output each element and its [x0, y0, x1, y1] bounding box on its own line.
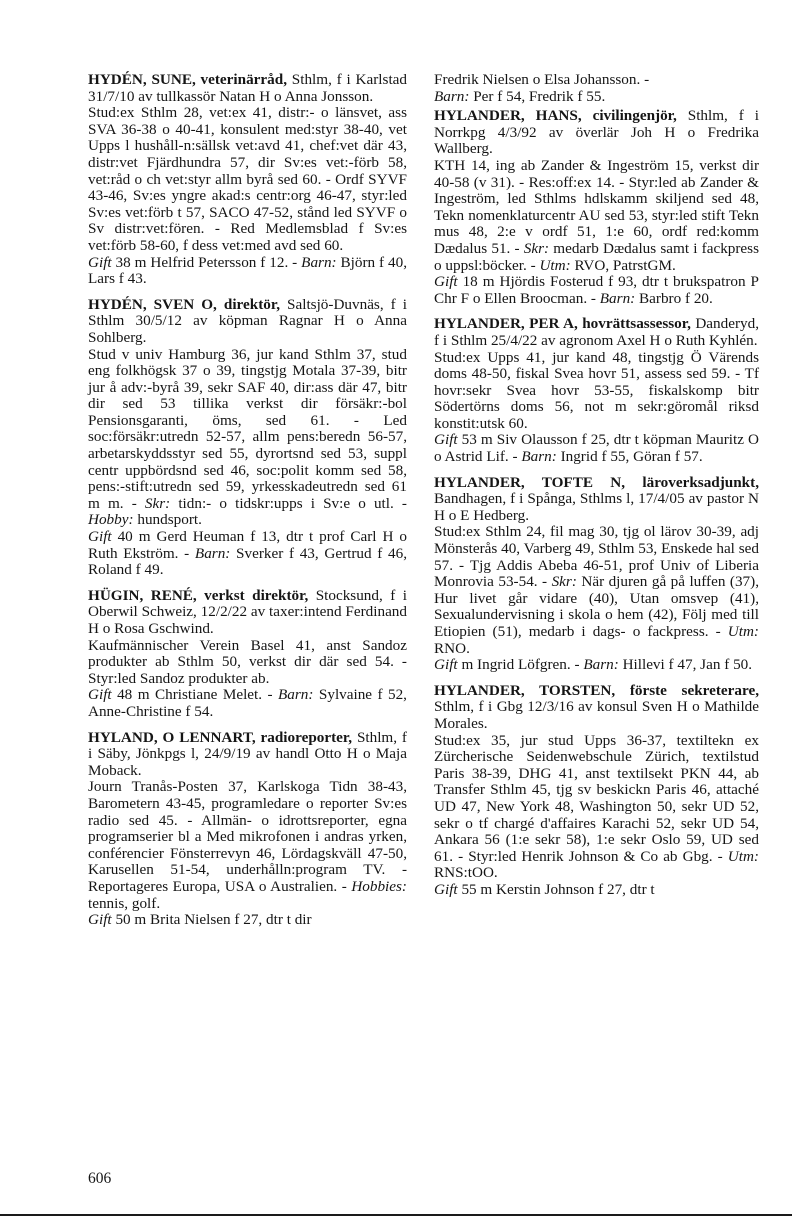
- gift-text: 40 m Gerd Heuman f 13, dtr t prof Carl H o Ruth Ekström. -: [88, 528, 407, 562]
- barn-text: Björn f 40, Lars f 43.: [88, 253, 408, 288]
- utm-text: RVO, PatrstGM.: [570, 256, 676, 274]
- utm-text: RNS:tOO.: [434, 864, 498, 882]
- skr-text: tidn:- o tidskr:upps i Sv:e o utl. -: [170, 494, 407, 512]
- gift-text: 55 m Kerstin Johnson f 27, dtr t: [457, 880, 655, 898]
- gift-label: Gift: [434, 656, 458, 674]
- entry-body: Stud:ex 35, jur stud Upps 36-37, textiltekn ex Zürcherische Seidenwebschule Zürich, textilstud Paris 38-39, DHG 41, anst textilsekt PKN 44, ab Transfer Sthlm 45, tjg sv beskickn Paris 46, attaché UD 47, New York 48, Washington 50, sekr UD 52, sekr o tf chargé d'affaires Karachi 52, sekr UD 54, Ankara 56 (1:e sekr 58), 1:e sekr Oslo 59, UD sed 61. - Styr:led Henrik Johnson & Co ab Gbg. -: [434, 731, 759, 865]
- hobbies-text: tennis, golf.: [88, 894, 161, 912]
- gift-label: Gift: [88, 528, 112, 546]
- entry-intro: Bandhagen, f i Spånga, Sthlms l, 17/4/05 av pastor N H o E Hedberg.: [434, 490, 759, 524]
- gift-text: 18 m Hjördis Fosterud f 93, dtr t brukspatron P Chr F o Ellen Broocman. -: [434, 273, 759, 307]
- barn-text: Sylvaine f 52, Anne-Christine f 54.: [88, 686, 407, 720]
- gift-text: 53 m Siv Olausson f 25, dtr t köpman Mauritz O o Astrid Lif. -: [434, 431, 759, 466]
- entry-continuation: [434, 72, 759, 105]
- entry-body: Stud:ex Upps 41, jur kand 48, tingstjg Ö Värends doms 48-50, fiskal Svea hovr 51, assess sed 59. - Tf hovr:sekr Svea hovr 53-55, fiskalskomp bitr Södertörns doms 56, not m sekr:göromål riksd konstit:utsk 60.: [434, 348, 759, 432]
- skr-label: Skr:: [144, 494, 171, 512]
- entry-heading: HYLANDER, TOFTE N, läroverksadjunkt,: [434, 473, 759, 491]
- barn-label: Barn:: [194, 544, 231, 562]
- gift-label: Gift: [434, 880, 458, 898]
- entry-body: Kaufmännischer Verein Basel 41, anst Sandoz produkter ab Sthlm 50, verkst dir där sed 54. - Styr:led Sandoz produkter ab.: [88, 636, 407, 687]
- entry-heading: HYLANDER, TORSTEN, förste sekreterare,: [434, 681, 759, 699]
- continued-text: Fredrik Nielsen o Elsa Johansson. -: [434, 71, 650, 88]
- entry-heading: HÜGIN, RENÉ, verkst direktör,: [88, 586, 309, 604]
- entry-intro: Danderyd, f i Sthlm 25/4/22 av agronom Axel H o Ruth Kyhlén.: [434, 315, 759, 349]
- skr-label: Skr:: [551, 573, 577, 591]
- right-column: [434, 72, 759, 902]
- barn-label: Barn:: [434, 87, 470, 105]
- page-number: 606: [88, 1170, 112, 1187]
- hobby-label: Hobby:: [88, 511, 134, 529]
- left-column: [88, 72, 407, 932]
- utm-text: RNO.: [434, 639, 470, 657]
- entry-intro: Stocksund, f i Oberwil Schweiz, 12/2/22 av taxer:intend Ferdinand H o Rosa Gschwind.: [88, 586, 407, 637]
- entry-hyden-sven: [88, 297, 407, 579]
- gift-text: 48 m Christiane Melet. -: [111, 686, 279, 704]
- entry-intro: Sthlm, f i Norrkpg 4/3/92 av överlär Joh H o Fredrika Wallberg.: [434, 107, 759, 158]
- barn-label: Barn:: [599, 289, 636, 307]
- entry-hyland-lennart: [88, 730, 407, 929]
- barn-text: Hillevi f 47, Jan f 50.: [618, 656, 753, 674]
- hobby-text: hundsport.: [133, 511, 202, 529]
- entry-intro: Sthlm, f i Säby, Jönkpgs l, 24/9/19 av handl Otto H o Maja Moback.: [88, 728, 407, 779]
- gift-label: Gift: [88, 911, 112, 929]
- gift-text: 38 m Helfrid Petersson f 12. -: [111, 253, 302, 271]
- barn-text: Per f 54, Fredrik f 55.: [469, 87, 606, 105]
- hobbies-label: Hobbies:: [351, 877, 407, 895]
- entry-intro: Saltsjö-Duvnäs, f i Sthlm 30/5/12 av köpman Ragnar H o Anna Sohlberg.: [88, 295, 407, 346]
- entry-heading: HYLANDER, PER A, hovrättsassessor,: [434, 315, 691, 333]
- gift-label: Gift: [88, 253, 112, 271]
- bottom-rule: [0, 1214, 792, 1216]
- barn-text: Ingrid f 55, Göran f 57.: [556, 448, 703, 466]
- entry-heading: HYLANDER, HANS, civilingenjör,: [434, 107, 677, 125]
- entry-body: Stud:ex Sthlm 24, fil mag 30, tjg ol lärov 30-39, adj Mönsterås 40, Varberg 49, Sthlm 53, Enskede hal sed 57. - Tjg Addis Abeba 46-51, prof Univ of Liberia Monrovia 53-54. -: [434, 523, 759, 591]
- gift-text: m Ingrid Löfgren. -: [457, 656, 584, 674]
- entry-hylander-hans: [434, 108, 759, 307]
- utm-label: Utm:: [539, 256, 571, 274]
- entry-body: Stud:ex Sthlm 28, vet:ex 41, distr:- o länsvet, ass SVA 36-38 o 40-41, konsulent med:styr 38-40, vet Upps l hushåll-n:sällsk vet:avd 41, chef:vet där 43, distr:vet Fjärdhundra 57, dir Sv:es vet:-förb 58, vet:råd o ch vet:styr allm byrå sed 60. - Ordf SYVF 43-46, Sv:es yngre akad:s centr:org 46-47, styr:led Sv:es vet:förb t 57, SACO 47-52, stånd led SYVF o Sv distr:vet:fören. - Red Medlemsblad f Sv:es vet:förb 58-60, f dess vet:med avd sed 60.: [88, 104, 407, 254]
- entry-body: Stud v univ Hamburg 36, jur kand Sthlm 37, stud eng folkhögsk 37 o 39, tingstjg Motala 37-39, bitr jur å adv:-byrå 39, sekr SAF 40, dir:ass där 47, bitr dir sed 53 tillika verkst dir försäkr:-bol Pensionsgaranti, öms, sed 61. - Led soc:försäkr:utredn 52-57, allm pens:beredn 56-57, arbetarskyddsstyr sed 55, dyrortsnd sed 53, suppl centr uppbördsnd sed 46, soc:polit komm sed 58, pens:-stift:utredn sed 59, yrkesskadeutredn sed 61 m m. -: [88, 345, 407, 512]
- skr-label: Skr:: [523, 239, 550, 257]
- entry-intro: Sthlm, f i Gbg 12/3/16 av konsul Sven H o Mathilde Morales.: [434, 698, 759, 732]
- entry-hyden-sune: [88, 72, 407, 288]
- barn-text: Sverker f 43, Gertrud f 46, Roland f 49.: [88, 544, 408, 579]
- entry-heading: HYLAND, O LENNART, radioreporter,: [88, 728, 353, 746]
- entry-body: KTH 14, ing ab Zander & Ingeström 15, verkst dir 40-58 (v 31). - Res:off:ex 14. - Styr:led ab Zander & Ingeström, led Sthlms hdlskamm skiljend sed 48, Tekn nomenklaturcentr AU sed 53, styr:led stift Tekn mus 48, 2:e v ordf 51, 1:e 60, ordf red:komm Dædalus 51. -: [434, 156, 759, 257]
- barn-label: Barn:: [278, 686, 314, 704]
- entry-hugin-rene: [88, 588, 407, 721]
- entry-hylander-tofte: [434, 475, 759, 674]
- entry-heading: HYDÉN, SVEN O, direktör,: [88, 295, 280, 313]
- barn-label: Barn:: [301, 253, 337, 271]
- entry-heading: HYDÉN, SUNE, veterinärråd,: [88, 71, 287, 88]
- gift-label: Gift: [434, 273, 458, 291]
- entry-hylander-torsten: [434, 683, 759, 899]
- utm-label: Utm:: [727, 847, 759, 865]
- entry-hylander-per: [434, 316, 759, 465]
- skr-text: När djuren gå på luffen (37), Hur livet går vidare (40), Utan omsvep (41), Sexualundervisning i skola o hem (42), Följ med till Etiopien (51), medarb i dags- o fackpress. -: [434, 573, 759, 640]
- barn-text: Barbro f 20.: [635, 289, 713, 307]
- entry-intro: Sthlm, f i Karlstad 31/7/10 av tullkassör Natan H o Anna Jonsson.: [88, 71, 407, 105]
- utm-label: Utm:: [727, 623, 759, 640]
- gift-label: Gift: [88, 686, 112, 704]
- barn-label: Barn:: [521, 448, 557, 466]
- skr-text: medarb Dædalus samt i fackpress o uppsl:böcker. -: [434, 239, 759, 274]
- entry-body: Journ Tranås-Posten 37, Karlskoga Tidn 38-43, Barometern 43-45, programledare o reporter Sv:es radio sed 45. - Allmän- o idrottsreporter, egna programserier bl a Med mikrofonen i andras yrken, conférencier Fönsterrevyn 46, Lördagskväll 47-50, Karusellen 51-54, underhålln:program TV. - Reportageres Europa, USA o Australien. -: [88, 778, 407, 895]
- barn-label: Barn:: [583, 656, 619, 674]
- gift-label: Gift: [434, 431, 458, 449]
- gift-text: 50 m Brita Nielsen f 27, dtr t dir: [111, 911, 312, 929]
